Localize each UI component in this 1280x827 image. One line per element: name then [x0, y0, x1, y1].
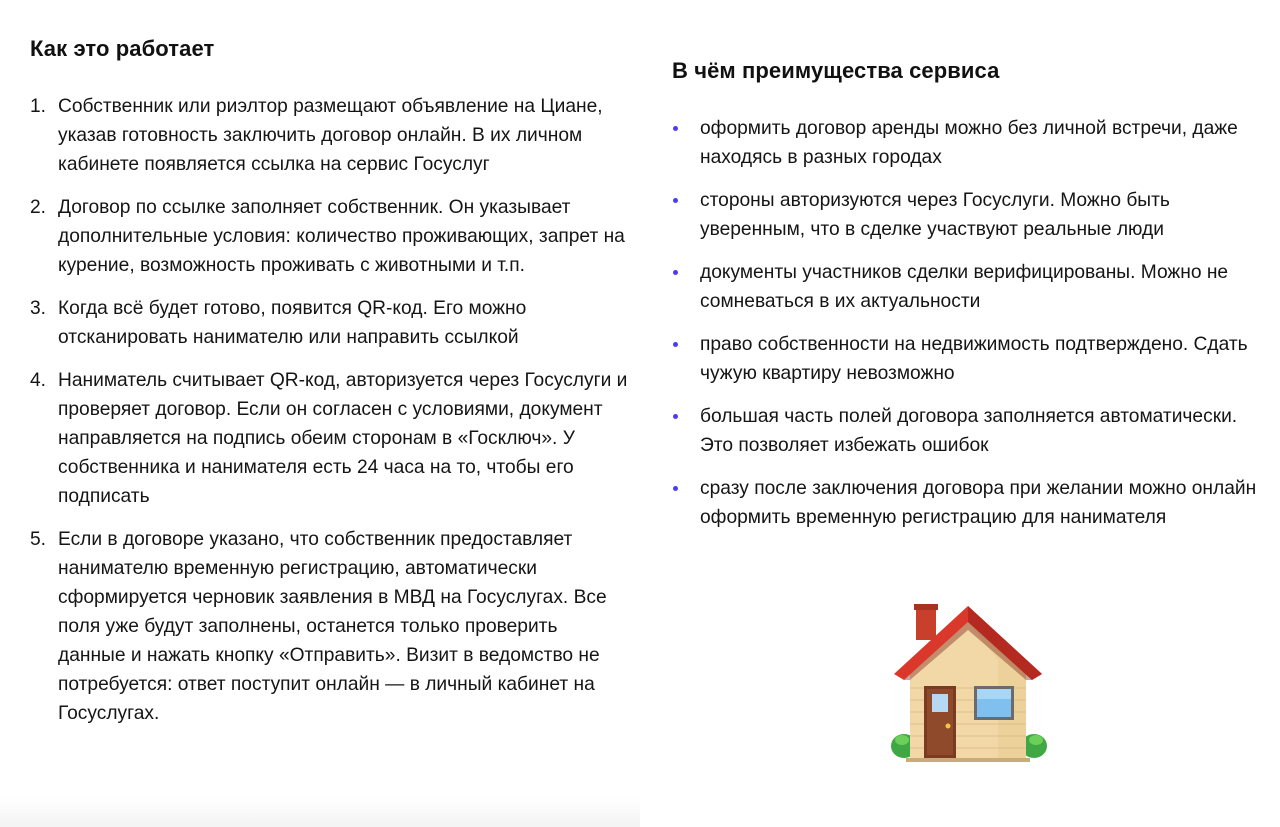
benefit-text: оформить договор аренды можно без личной встречи, даже находясь в разных городах — [700, 118, 1238, 168]
step-text: Наниматель считывает QR-код, авторизуется через Госуслуги и проверяет договор. Если он согласен с условиями, документ направляется на подпись обеим сторонам в «Госключ». У собственника и нанимателя есть 24 часа на то, чтобы его подписать — [58, 370, 628, 507]
step-item-2 — [30, 193, 630, 280]
bullet-icon — [673, 270, 678, 275]
benefit-item-2 — [672, 186, 1262, 244]
bullet-icon — [673, 414, 678, 419]
how-it-works-section — [30, 36, 630, 742]
step-text: Собственник или риэлтор размещают объявление на Циане, указав готовность заключить договор онлайн. В их личном кабинете появляется ссылка на сервис Госуслуг — [58, 96, 603, 175]
step-item-1 — [30, 92, 630, 179]
step-text: Когда всё будет готово, появится QR-код. Его можно отсканировать нанимателю или направить ссылкой — [58, 298, 527, 348]
benefit-text: сразу после заключения договора при желании можно онлайн оформить временную регистрацию для нанимателя — [700, 478, 1257, 528]
step-number: 4. — [30, 370, 47, 391]
benefits-list — [672, 114, 1262, 532]
benefit-text: стороны авторизуются через Госуслуги. Можно быть уверенным, что в сделке участвуют реальные люди — [700, 190, 1170, 240]
benefit-item-4 — [672, 330, 1262, 388]
house-icon — [888, 600, 1048, 765]
benefit-text: право собственности на недвижимость подтверждено. Сдать чужую квартиру невозможно — [700, 334, 1248, 384]
benefit-item-3 — [672, 258, 1262, 316]
step-item-4 — [30, 366, 630, 511]
benefit-item-5 — [672, 402, 1262, 460]
steps-list — [30, 92, 630, 728]
benefits-section — [672, 58, 1262, 546]
benefit-text: документы участников сделки верифицированы. Можно не сомневаться в их актуальности — [700, 262, 1229, 312]
step-item-5 — [30, 525, 630, 728]
step-number: 3. — [30, 298, 47, 319]
benefit-item-1 — [672, 114, 1262, 172]
bullet-icon — [673, 342, 678, 347]
bullet-icon — [673, 198, 678, 203]
step-number: 1. — [30, 96, 47, 117]
step-number: 5. — [30, 529, 47, 550]
bottom-fade — [0, 797, 640, 827]
step-number: 2. — [30, 197, 47, 218]
step-text: Договор по ссылке заполняет собственник. Он указывает дополнительные условия: количество проживающих, запрет на курение, возможность проживать с животными и т.п. — [58, 197, 625, 276]
benefit-text: большая часть полей договора заполняется автоматически. Это позволяет избежать ошибок — [700, 406, 1238, 456]
how-it-works-title: Как это работает — [30, 36, 215, 61]
bullet-icon — [673, 486, 678, 491]
step-item-3 — [30, 294, 630, 352]
bullet-icon — [673, 126, 678, 131]
benefits-title: В чём преимущества сервиса — [672, 58, 1000, 83]
benefit-item-6 — [672, 474, 1262, 532]
step-text: Если в договоре указано, что собственник предоставляет нанимателю временную регистрацию, автоматически сформируется черновик заявления в МВД на Госуслугах. Все поля уже будут заполнены, останется только проверить данные и нажать кнопку «Отправить». Визит в ведомство не потребуется: ответ поступит онлайн — в личный кабинет на Госуслугах. — [58, 529, 607, 724]
